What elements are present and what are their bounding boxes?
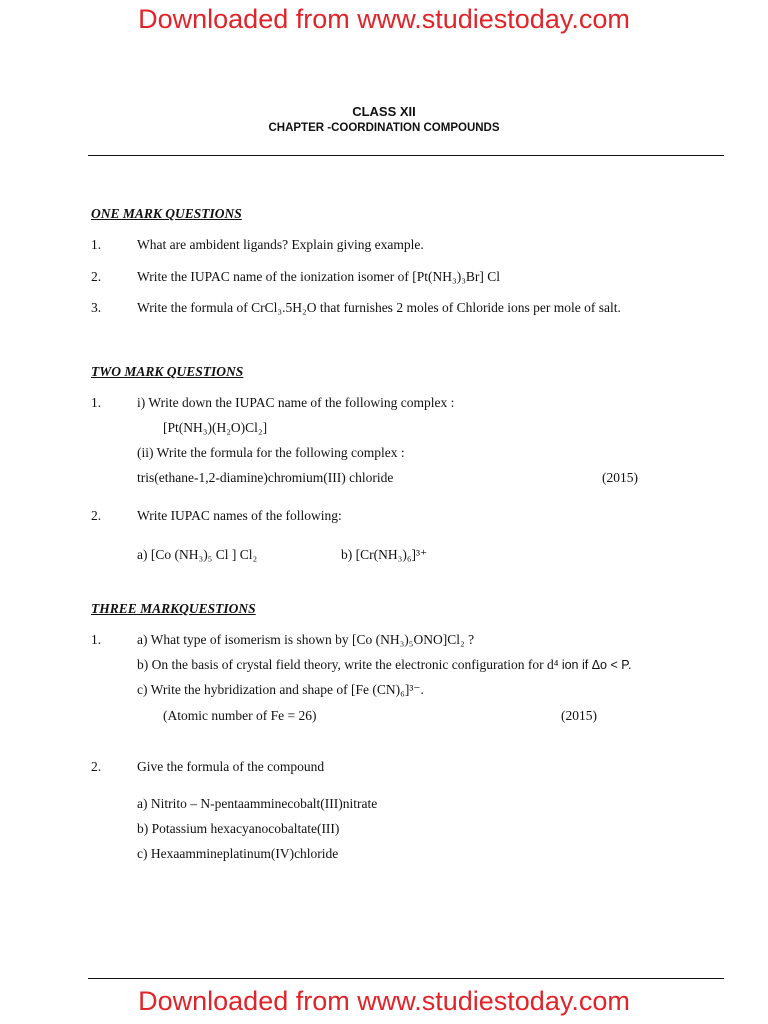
three-q2-number: 2. [91, 759, 102, 774]
one-q1-number: 1. [91, 237, 102, 252]
section-one-mark-heading: ONE MARK QUESTIONS [91, 206, 242, 221]
three-q1-year: (2015) [561, 708, 597, 723]
one-q2-text: Write the IUPAC name of the ionization isomer of [Pt(NH₃)₃Br] Cl [137, 269, 501, 284]
top-banner-link[interactable]: Downloaded from www.studiestoday.com [138, 4, 630, 34]
three-q1-part-b-main: b) On the basis of crystal field theory, write the electronic configuration for d⁴ [137, 657, 559, 672]
three-q2-option-a: a) Nitrito – N-pentaamminecobalt(III)nitrate [137, 796, 378, 811]
two-q2-text: Write IUPAC names of the following: [137, 508, 342, 523]
one-q3-text: Write the formula of CrCl₃.5H₂O that furnishes 2 moles of Chloride ions per mole of salt. [137, 300, 621, 315]
two-q1-part-ii: (ii) Write the formula for the following complex : [137, 445, 405, 460]
three-q1-number: 1. [91, 632, 102, 647]
two-q2-option-b: b) [Cr(NH₃)₆]³⁺ [341, 547, 428, 562]
one-q2-number: 2. [91, 269, 102, 284]
two-q2-number: 2. [91, 508, 102, 523]
section-two-mark-heading: TWO MARK QUESTIONS [91, 364, 244, 379]
two-q1-number: 1. [91, 395, 102, 410]
one-q1-text: What are ambident ligands? Explain giving example. [137, 237, 424, 252]
two-q1-part-ii-name: tris(ethane-1,2-diamine)chromium(III) chloride [137, 470, 394, 485]
chapter-title: CHAPTER -COORDINATION COMPOUNDS [268, 122, 500, 134]
one-q3-number: 3. [91, 300, 102, 315]
bottom-banner-link[interactable]: Downloaded from www.studiestoday.com [138, 986, 630, 1016]
class-title: CLASS XII [352, 104, 416, 119]
header-divider [88, 155, 724, 156]
three-q1-part-c: c) Write the hybridization and shape of [Fe (CN)₆]³⁻. [137, 682, 424, 697]
three-q1-note: (Atomic number of Fe = 26) [163, 708, 317, 723]
two-q1-part-i-formula: [Pt(NH₃)(H₂O)Cl₂] [163, 420, 268, 435]
three-q2-option-b: b) Potassium hexacyanocobaltate(III) [137, 821, 340, 836]
footer-divider [88, 978, 724, 979]
three-q1-part-b-tail: ion if Δo < P. [561, 658, 632, 672]
three-q1-part-a: a) What type of isomerism is shown by [Co (NH₃)₅ONO]Cl₂ ? [137, 632, 475, 647]
two-q2-option-a: a) [Co (NH₃)₅ Cl ] Cl₂ [137, 547, 258, 562]
two-q1-year: (2015) [602, 470, 638, 485]
two-q1-part-i: i) Write down the IUPAC name of the following complex : [137, 395, 455, 410]
three-q1-part-b [137, 657, 631, 673]
section-three-mark-heading: THREE MARKQUESTIONS [91, 601, 256, 616]
three-q2-text: Give the formula of the compound [137, 759, 325, 774]
three-q2-option-c: c) Hexaammineplatinum(IV)chloride [137, 846, 339, 861]
